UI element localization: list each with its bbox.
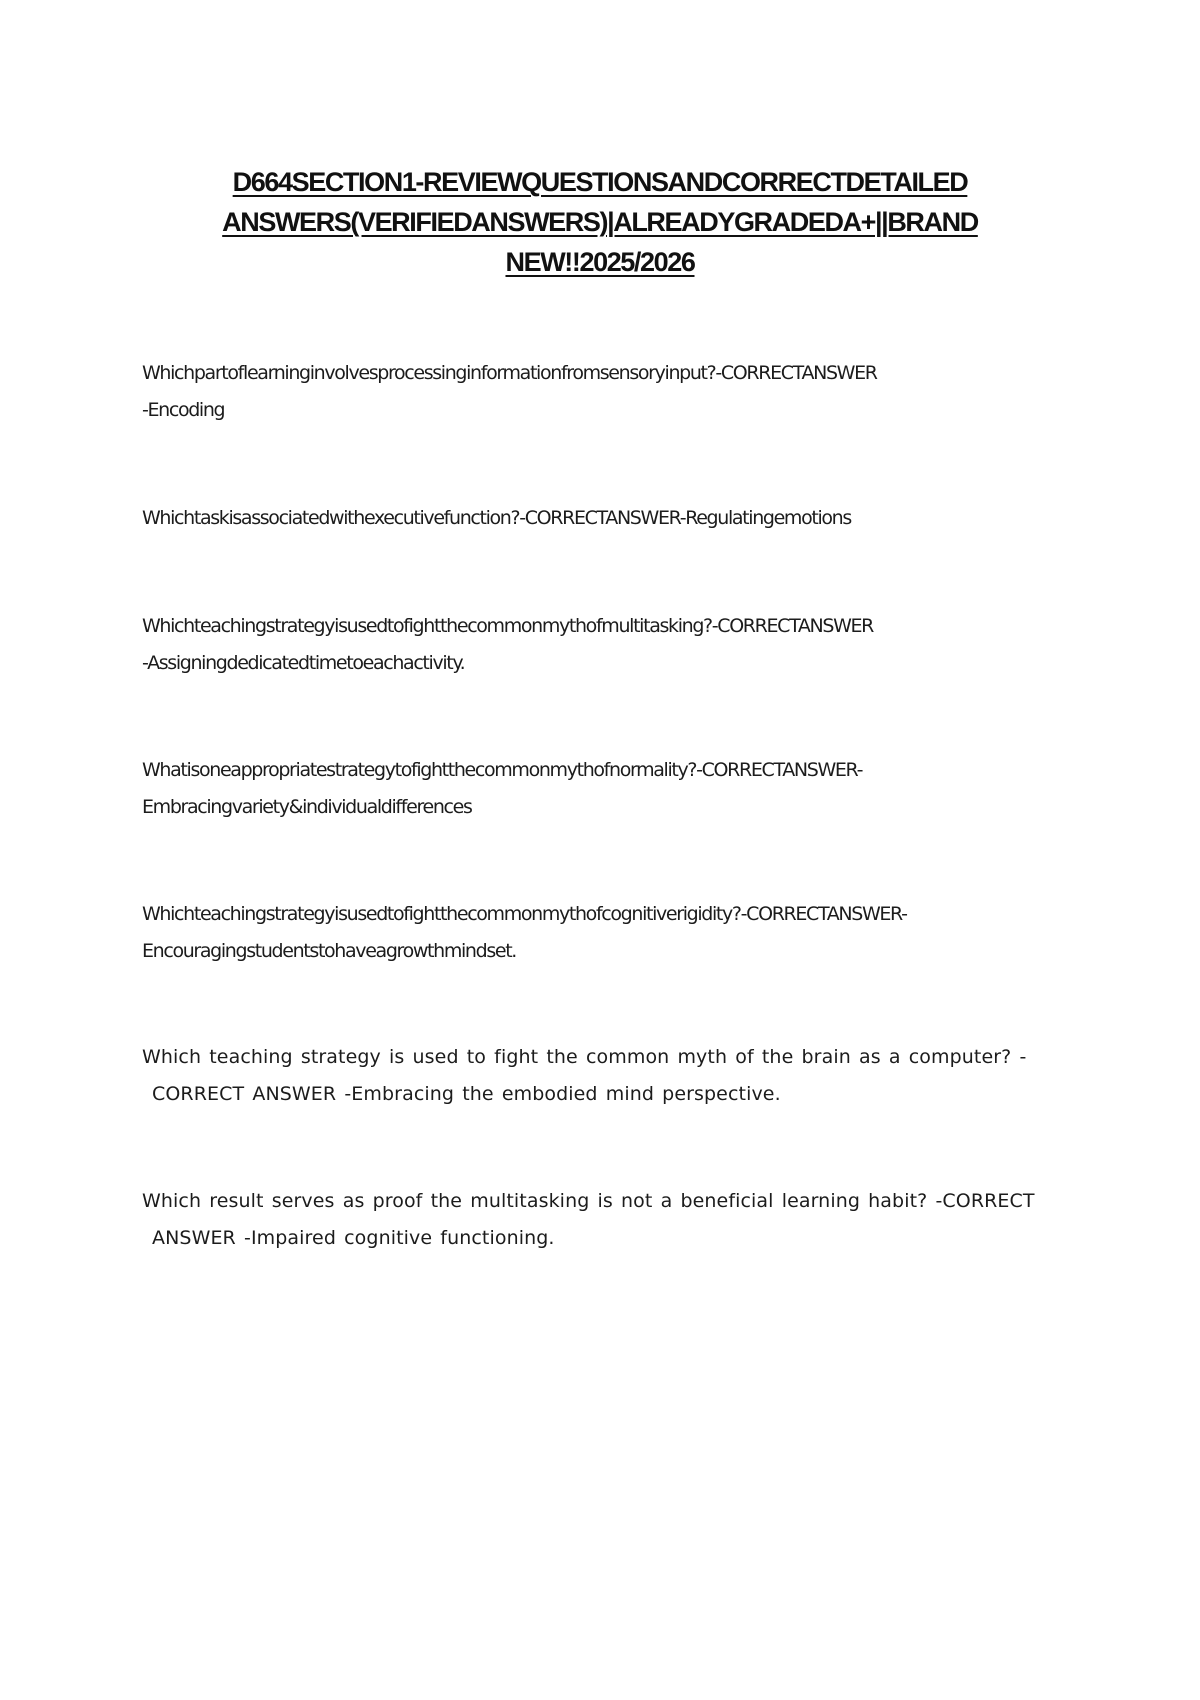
answer-text: Embracingvariety&individualdifferences <box>142 796 472 818</box>
qa-item <box>142 608 1042 682</box>
question-text: Whichteachingstrategyisusedtofightthecommonmythofmultitasking?-CORRECTANSWER <box>142 615 874 637</box>
question-text: Whichtaskisassociatedwithexecutivefunction?-CORRECTANSWER-Regulatingemotions <box>142 507 851 529</box>
question-text: Which result serves as proof the multitasking is not a beneficial learning habit? -CORRECT <box>142 1190 1035 1212</box>
question-text: Whichteachingstrategyisusedtofightthecommonmythofcognitiverigidity?-CORRECTANSWER- <box>142 903 907 925</box>
qa-item <box>142 896 1042 970</box>
document-title <box>150 162 1050 282</box>
qa-item <box>142 752 1042 826</box>
qa-item <box>142 1183 1042 1257</box>
question-text: Whatisoneappropriatestrategytofightthecommonmythofnormality?-CORRECTANSWER- <box>142 759 863 781</box>
question-text: Whichpartoflearninginvolvesprocessinginformationfromsensoryinput?-CORRECTANSWER <box>142 362 877 384</box>
title-line-1: D664SECTION1-REVIEWQUESTIONSANDCORRECTDETAILED <box>232 167 968 197</box>
answer-text: -Encoding <box>142 399 225 421</box>
answer-text: CORRECT ANSWER -Embracing the embodied mind perspective. <box>152 1083 781 1105</box>
question-text: Which teaching strategy is used to fight the common myth of the brain as a computer? - <box>142 1046 1027 1068</box>
qa-item <box>142 500 1042 537</box>
answer-text: Encouragingstudentstohaveagrowthmindset. <box>142 940 517 962</box>
title-line-2: ANSWERS(VERIFIEDANSWERS)|ALREADYGRADEDA+||BRAND <box>222 207 978 237</box>
answer-text: -Assigningdedicatedtimetoeachactivity. <box>142 652 465 674</box>
title-line-3: NEW!!2025/2026 <box>505 247 695 277</box>
answer-text: ANSWER -Impaired cognitive functioning. <box>152 1227 555 1249</box>
qa-item <box>142 355 1042 429</box>
qa-item <box>142 1039 1042 1113</box>
